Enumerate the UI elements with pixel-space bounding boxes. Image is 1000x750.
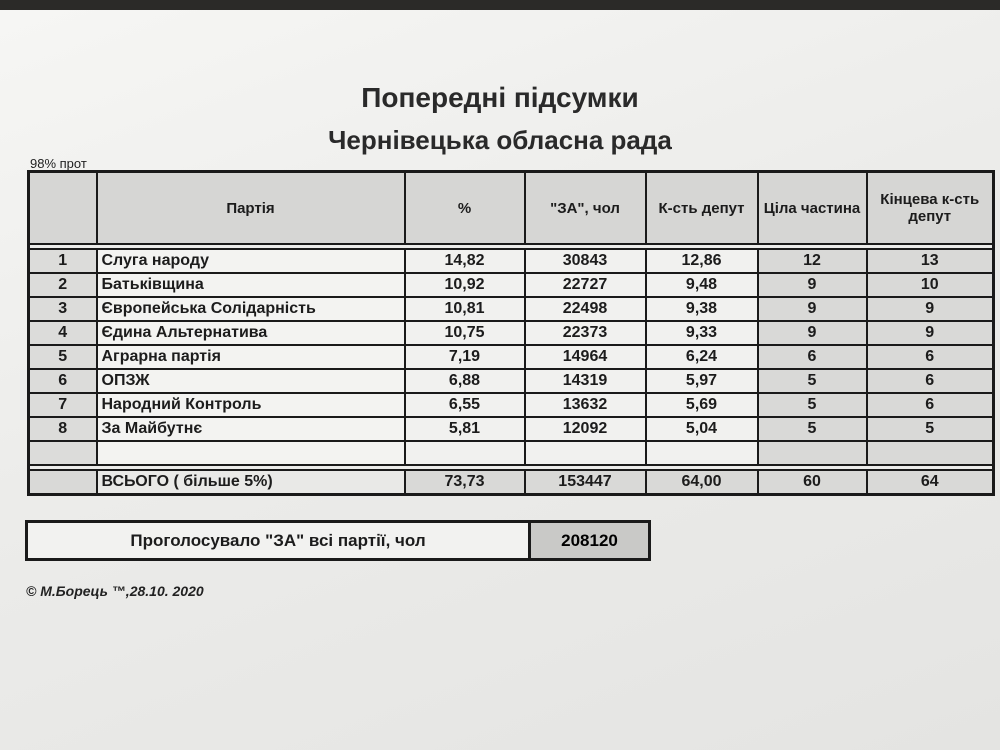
whole-part-cell: 9 bbox=[758, 297, 867, 321]
votes-cell: 12092 bbox=[525, 417, 646, 441]
deputies-cell: 9,33 bbox=[646, 321, 758, 345]
votes-cell: 13632 bbox=[525, 393, 646, 417]
header-party: Партія bbox=[97, 172, 405, 245]
empty-cell bbox=[758, 441, 867, 465]
empty-cell bbox=[867, 441, 994, 465]
header-percent: % bbox=[405, 172, 525, 245]
total-whole-part-cell: 60 bbox=[758, 470, 867, 495]
percent-cell: 7,19 bbox=[405, 345, 525, 369]
percent-cell: 5,81 bbox=[405, 417, 525, 441]
percent-cell: 6,55 bbox=[405, 393, 525, 417]
whole-part-cell: 9 bbox=[758, 273, 867, 297]
total-voted-box bbox=[25, 520, 651, 561]
header-final-deputies: Кінцева к-сть депут bbox=[867, 172, 994, 245]
percent-cell: 10,81 bbox=[405, 297, 525, 321]
table-row bbox=[29, 297, 994, 321]
deputies-cell: 5,97 bbox=[646, 369, 758, 393]
deputies-cell: 9,38 bbox=[646, 297, 758, 321]
percent-cell: 10,75 bbox=[405, 321, 525, 345]
total-percent-cell: 73,73 bbox=[405, 470, 525, 495]
protocol-note: 98% прот bbox=[30, 156, 87, 171]
row-number: 6 bbox=[29, 369, 97, 393]
table-row bbox=[29, 273, 994, 297]
final-deputies-cell: 13 bbox=[867, 249, 994, 273]
votes-cell: 22498 bbox=[525, 297, 646, 321]
percent-cell: 14,82 bbox=[405, 249, 525, 273]
party-name: Європейська Солідарність bbox=[97, 297, 405, 321]
table-row bbox=[29, 393, 994, 417]
whole-part-cell: 5 bbox=[758, 393, 867, 417]
party-name: Батьківщина bbox=[97, 273, 405, 297]
results-table bbox=[27, 170, 995, 496]
votes-cell: 30843 bbox=[525, 249, 646, 273]
header-whole-part: Ціла частина bbox=[758, 172, 867, 245]
whole-part-cell: 9 bbox=[758, 321, 867, 345]
final-deputies-cell: 6 bbox=[867, 369, 994, 393]
deputies-cell: 6,24 bbox=[646, 345, 758, 369]
empty-cell bbox=[97, 441, 405, 465]
party-name: За Майбутнє bbox=[97, 417, 405, 441]
row-number: 7 bbox=[29, 393, 97, 417]
final-deputies-cell: 10 bbox=[867, 273, 994, 297]
final-deputies-cell: 5 bbox=[867, 417, 994, 441]
page-title: Попередні підсумки bbox=[361, 82, 639, 113]
total-final-deputies-cell: 64 bbox=[867, 470, 994, 495]
total-row-number bbox=[29, 470, 97, 495]
final-deputies-cell: 9 bbox=[867, 321, 994, 345]
votes-cell: 22727 bbox=[525, 273, 646, 297]
row-number: 4 bbox=[29, 321, 97, 345]
header-deputies: К-сть депут bbox=[646, 172, 758, 245]
final-deputies-cell: 9 bbox=[867, 297, 994, 321]
header-number bbox=[29, 172, 97, 245]
table-row bbox=[29, 249, 994, 273]
whole-part-cell: 5 bbox=[758, 417, 867, 441]
party-name: Аграрна партія bbox=[97, 345, 405, 369]
total-voted-label: Проголосувало "ЗА" всі партії, чол bbox=[28, 523, 531, 558]
total-row bbox=[29, 470, 994, 495]
final-deputies-cell: 6 bbox=[867, 393, 994, 417]
header-votes: "ЗА", чол bbox=[525, 172, 646, 245]
empty-cell bbox=[646, 441, 758, 465]
table-row bbox=[29, 369, 994, 393]
row-number: 8 bbox=[29, 417, 97, 441]
row-number: 1 bbox=[29, 249, 97, 273]
party-name: Слуга народу bbox=[97, 249, 405, 273]
total-votes-cell: 153447 bbox=[525, 470, 646, 495]
table-header-row bbox=[29, 172, 994, 245]
empty-cell bbox=[525, 441, 646, 465]
table-row bbox=[29, 345, 994, 369]
party-name: Єдина Альтернатива bbox=[97, 321, 405, 345]
whole-part-cell: 6 bbox=[758, 345, 867, 369]
votes-cell: 22373 bbox=[525, 321, 646, 345]
table-row bbox=[29, 321, 994, 345]
empty-row bbox=[29, 441, 994, 465]
copyright-footer: © М.Борець ™,28.10. 2020 bbox=[26, 583, 204, 599]
percent-cell: 10,92 bbox=[405, 273, 525, 297]
row-number: 3 bbox=[29, 297, 97, 321]
table-row bbox=[29, 417, 994, 441]
page-subtitle: Чернівецька обласна рада bbox=[328, 125, 672, 155]
votes-cell: 14319 bbox=[525, 369, 646, 393]
deputies-cell: 12,86 bbox=[646, 249, 758, 273]
empty-cell bbox=[29, 441, 97, 465]
empty-cell bbox=[405, 441, 525, 465]
deputies-cell: 5,69 bbox=[646, 393, 758, 417]
votes-cell: 14964 bbox=[525, 345, 646, 369]
final-deputies-cell: 6 bbox=[867, 345, 994, 369]
row-number: 2 bbox=[29, 273, 97, 297]
deputies-cell: 9,48 bbox=[646, 273, 758, 297]
total-party-name: ВСЬОГО ( більше 5%) bbox=[97, 470, 405, 495]
whole-part-cell: 12 bbox=[758, 249, 867, 273]
row-number: 5 bbox=[29, 345, 97, 369]
whole-part-cell: 5 bbox=[758, 369, 867, 393]
total-voted-value: 208120 bbox=[531, 523, 648, 558]
party-name: Народний Контроль bbox=[97, 393, 405, 417]
total-deputies-cell: 64,00 bbox=[646, 470, 758, 495]
party-name: ОПЗЖ bbox=[97, 369, 405, 393]
deputies-cell: 5,04 bbox=[646, 417, 758, 441]
percent-cell: 6,88 bbox=[405, 369, 525, 393]
